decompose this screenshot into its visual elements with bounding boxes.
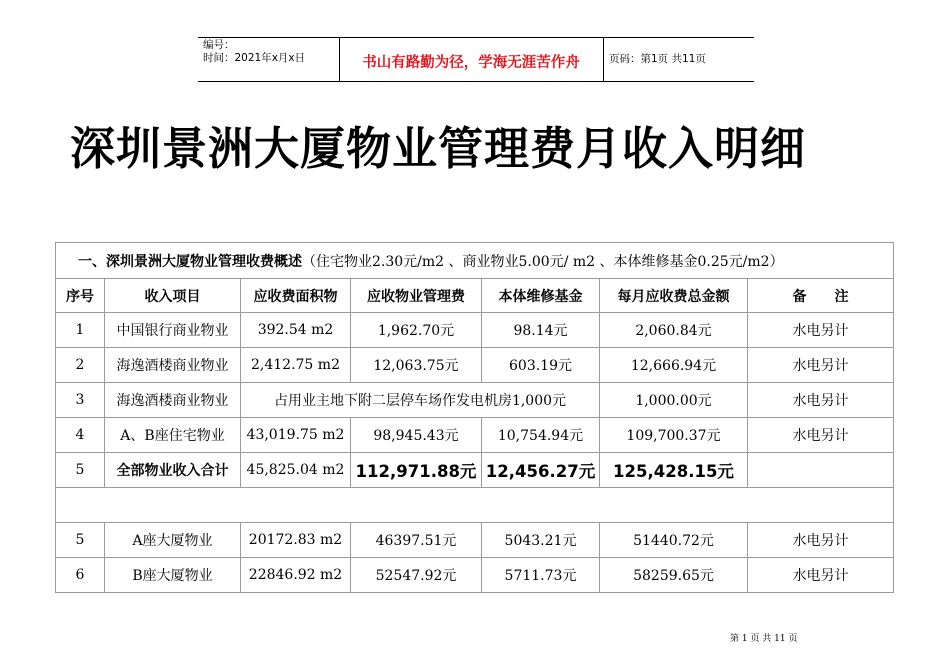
row-number: 6	[56, 558, 105, 593]
chargeable-area: 2,412.75 m2	[241, 348, 351, 383]
blank-cell	[56, 488, 894, 523]
remark: 水电另计	[748, 558, 894, 593]
income-item: 海逸酒楼商业物业	[105, 383, 241, 418]
table-row	[56, 558, 894, 593]
document-time-label: 时间：2021年x月x日	[203, 52, 306, 64]
maintenance-fund: 5711.73元	[482, 558, 600, 593]
column-header: 本体维修基金	[482, 279, 600, 313]
maintenance-fund: 10,754.94元	[482, 418, 600, 453]
management-fee: 1,962.70元	[351, 313, 482, 348]
remark: 水电另计	[748, 418, 894, 453]
row-number: 3	[56, 383, 105, 418]
total-row	[56, 453, 894, 488]
remark: 水电另计	[748, 313, 894, 348]
chargeable-area: 43,019.75 m2	[241, 418, 351, 453]
monthly-total: 109,700.37元	[600, 418, 748, 453]
row-number: 4	[56, 418, 105, 453]
table-row	[56, 313, 894, 348]
column-header: 收入项目	[105, 279, 241, 313]
document-title: 深圳景洲大厦物业管理费月收入明细	[70, 122, 807, 175]
overview-row	[56, 243, 894, 279]
monthly-total: 51440.72元	[600, 523, 748, 558]
monthly-total: 58259.65元	[600, 558, 748, 593]
management-fee: 52547.92元	[351, 558, 482, 593]
chargeable-area: 22846.92 m2	[241, 558, 351, 593]
income-item: 中国银行商业物业	[105, 313, 241, 348]
row-number: 5	[56, 523, 105, 558]
column-header: 序号	[56, 279, 105, 313]
income-item: 全部物业收入合计	[105, 453, 241, 488]
column-header: 每月应收费总金额	[600, 279, 748, 313]
monthly-total: 2,060.84元	[600, 313, 748, 348]
remark: 水电另计	[748, 383, 894, 418]
income-item: A、B座住宅物业	[105, 418, 241, 453]
overview-rates: （住宅物业2.30元/m2 、商业物业5.00元/ m2 、本体维修基金0.25元/m2）	[302, 253, 784, 270]
remark	[748, 453, 894, 488]
merged-description: 占用业主地下附二层停车场作发电机房1,000元	[241, 383, 600, 418]
column-header-row	[56, 279, 894, 313]
chargeable-area: 45,825.04 m2	[241, 453, 351, 488]
table-row	[56, 418, 894, 453]
blank-row	[56, 488, 894, 523]
document-number-label: 编号：	[203, 39, 235, 51]
monthly-total: 12,666.94元	[600, 348, 748, 383]
maintenance-fund: 603.19元	[482, 348, 600, 383]
header-divider-right	[603, 37, 604, 82]
header-motto: 书山有路勤为径，学海无涯苦作舟	[362, 55, 580, 71]
income-table	[55, 242, 894, 593]
remark: 水电另计	[748, 523, 894, 558]
page-header	[198, 37, 754, 82]
header-bottom-rule	[198, 81, 754, 82]
overview-heading: 一、深圳景洲大厦物业管理收费概述	[78, 253, 302, 270]
page-number-label: 页码：第1页 共11页	[609, 53, 706, 65]
monthly-total: 125,428.15元	[600, 453, 748, 488]
row-number: 1	[56, 313, 105, 348]
management-fee: 46397.51元	[351, 523, 482, 558]
income-item: B座大厦物业	[105, 558, 241, 593]
table-row	[56, 383, 894, 418]
row-number: 5	[56, 453, 105, 488]
table-row	[56, 523, 894, 558]
management-fee: 98,945.43元	[351, 418, 482, 453]
column-header: 应收物业管理费	[351, 279, 482, 313]
management-fee: 12,063.75元	[351, 348, 482, 383]
maintenance-fund: 98.14元	[482, 313, 600, 348]
remark: 水电另计	[748, 348, 894, 383]
chargeable-area: 20172.83 m2	[241, 523, 351, 558]
chargeable-area: 392.54 m2	[241, 313, 351, 348]
management-fee: 112,971.88元	[351, 453, 482, 488]
row-number: 2	[56, 348, 105, 383]
column-header: 应收费面积物	[241, 279, 351, 313]
income-item: A座大厦物业	[105, 523, 241, 558]
income-item: 海逸酒楼商业物业	[105, 348, 241, 383]
page-footer: 第 1 页 共 11 页	[730, 634, 798, 644]
maintenance-fund: 5043.21元	[482, 523, 600, 558]
table-row	[56, 348, 894, 383]
maintenance-fund: 12,456.27元	[482, 453, 600, 488]
header-top-rule	[198, 37, 754, 38]
monthly-total: 1,000.00元	[600, 383, 748, 418]
overview-cell	[56, 243, 894, 279]
column-header: 备 注	[748, 279, 894, 313]
